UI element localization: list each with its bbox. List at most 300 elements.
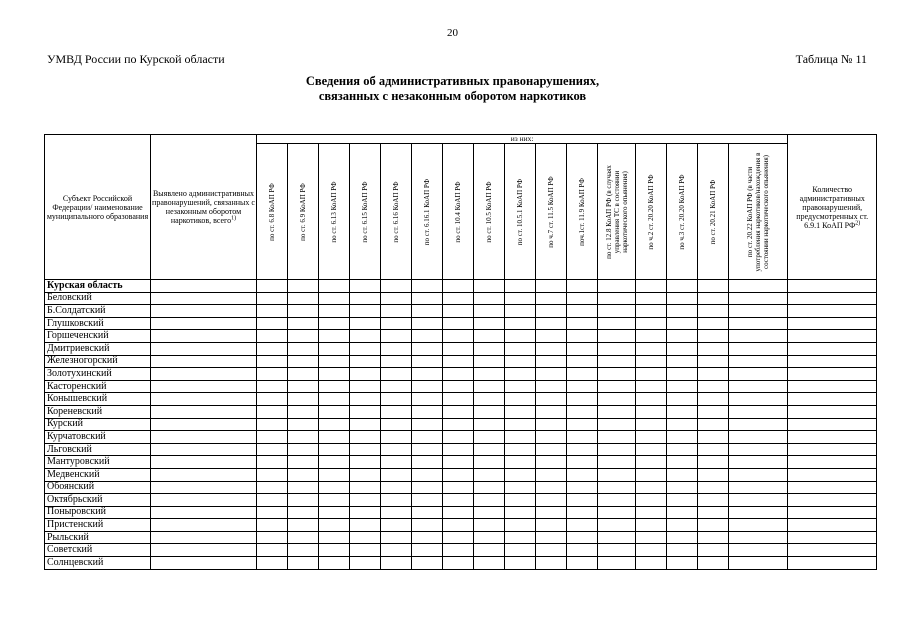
data-cell: [667, 544, 698, 557]
data-cell: [474, 280, 505, 293]
data-cell: [567, 557, 598, 570]
header-article-label: по ст. 6.16.1 КоАП РФ: [423, 178, 431, 245]
data-cell: [788, 330, 877, 343]
data-cell: [412, 355, 443, 368]
data-cell: [567, 544, 598, 557]
data-cell: [505, 368, 536, 381]
data-cell: [350, 393, 381, 406]
data-cell: [505, 506, 536, 519]
data-cell: [636, 380, 667, 393]
data-cell: [788, 355, 877, 368]
data-cell: [474, 468, 505, 481]
data-cell: [443, 418, 474, 431]
data-cell: [319, 405, 350, 418]
table-row: [45, 368, 877, 381]
data-cell: [598, 531, 636, 544]
data-cell: [698, 468, 729, 481]
data-cell: [412, 456, 443, 469]
data-cell: [474, 292, 505, 305]
data-cell: [536, 431, 567, 444]
header-art-6-9-1-text: Количество административных правонарушений, предусмотренных ст. 6.9.1 КоАП РФ: [796, 184, 869, 230]
data-cell: [505, 431, 536, 444]
data-cell: [636, 456, 667, 469]
data-cell: [381, 280, 412, 293]
data-cell: [443, 557, 474, 570]
data-cell: [381, 431, 412, 444]
data-cell: [319, 494, 350, 507]
data-cell: [151, 330, 257, 343]
data-cell: [598, 468, 636, 481]
data-cell: [288, 330, 319, 343]
data-cell: [257, 519, 288, 532]
data-cell: [443, 519, 474, 532]
data-cell: [381, 330, 412, 343]
data-cell: [729, 506, 788, 519]
data-cell: [350, 418, 381, 431]
data-cell: [288, 431, 319, 444]
data-cell: [319, 393, 350, 406]
data-cell: [698, 342, 729, 355]
table-row: [45, 405, 877, 418]
data-cell: [319, 380, 350, 393]
header-article-label: поч.1ст. 11.9 КоАП РФ: [578, 177, 586, 246]
data-cell: [667, 405, 698, 418]
data-cell: [788, 544, 877, 557]
data-cell: [505, 544, 536, 557]
data-cell: [288, 305, 319, 318]
table-row: [45, 531, 877, 544]
data-cell: [257, 431, 288, 444]
region-name: Солнцевский: [45, 557, 151, 570]
data-cell: [505, 468, 536, 481]
data-cell: [729, 280, 788, 293]
data-cell: [257, 342, 288, 355]
data-cell: [474, 506, 505, 519]
data-cell: [474, 481, 505, 494]
data-cell: [443, 317, 474, 330]
region-name: Курская область: [45, 280, 151, 293]
data-cell: [381, 368, 412, 381]
data-cell: [667, 494, 698, 507]
data-cell: [698, 368, 729, 381]
data-cell: [443, 481, 474, 494]
table-row: [45, 280, 877, 293]
data-cell: [788, 292, 877, 305]
data-cell: [505, 380, 536, 393]
data-cell: [788, 305, 877, 318]
data-cell: [474, 305, 505, 318]
header-article-15: [698, 144, 729, 280]
data-cell: [151, 342, 257, 355]
data-cell: [257, 393, 288, 406]
data-cell: [381, 519, 412, 532]
data-cell: [474, 330, 505, 343]
data-cell: [257, 557, 288, 570]
table-row: [45, 431, 877, 444]
data-cell: [729, 317, 788, 330]
data-cell: [350, 368, 381, 381]
data-cell: [729, 355, 788, 368]
table-row: [45, 305, 877, 318]
table-row: [45, 506, 877, 519]
header-detected-text: Выявлено административных правонарушений, связанных с незаконным оборотом наркотиков, всего: [152, 189, 255, 225]
data-cell: [698, 506, 729, 519]
data-cell: [288, 557, 319, 570]
data-cell: [567, 531, 598, 544]
data-cell: [667, 506, 698, 519]
data-cell: [636, 519, 667, 532]
data-cell: [381, 481, 412, 494]
data-cell: [319, 456, 350, 469]
data-cell: [288, 368, 319, 381]
data-cell: [319, 305, 350, 318]
title-line-2: связанных с незаконным оборотом наркотиков: [318, 89, 587, 103]
data-cell: [474, 393, 505, 406]
data-cell: [567, 468, 598, 481]
data-cell: [698, 330, 729, 343]
data-cell: [381, 380, 412, 393]
header-article-label: по ч.7 ст. 11.5 КоАП РФ: [547, 175, 555, 248]
data-cell: [505, 443, 536, 456]
data-cell: [288, 405, 319, 418]
data-cell: [636, 355, 667, 368]
data-cell: [788, 342, 877, 355]
data-cell: [598, 342, 636, 355]
data-cell: [350, 330, 381, 343]
region-name: Льговский: [45, 443, 151, 456]
data-cell: [698, 544, 729, 557]
data-cell: [151, 431, 257, 444]
data-cell: [257, 330, 288, 343]
data-cell: [788, 380, 877, 393]
data-cell: [598, 317, 636, 330]
data-cell: [350, 531, 381, 544]
data-cell: [257, 405, 288, 418]
table-row: [45, 519, 877, 532]
data-cell: [636, 443, 667, 456]
data-cell: [350, 544, 381, 557]
title-line-1: Сведения об административных правонарушениях,: [305, 74, 600, 88]
data-cell: [443, 494, 474, 507]
header-article-12: [598, 144, 636, 280]
data-cell: [412, 405, 443, 418]
data-cell: [474, 519, 505, 532]
data-cell: [788, 418, 877, 431]
data-cell: [729, 305, 788, 318]
data-cell: [667, 280, 698, 293]
data-cell: [151, 405, 257, 418]
data-cell: [729, 380, 788, 393]
data-cell: [443, 292, 474, 305]
organization-name: УМВД России по Курской области: [47, 52, 225, 66]
header-article-1: [257, 144, 288, 280]
data-cell: [667, 431, 698, 444]
data-cell: [536, 481, 567, 494]
data-cell: [505, 317, 536, 330]
region-name: Мантуровский: [45, 456, 151, 469]
table-row: [45, 292, 877, 305]
data-cell: [667, 468, 698, 481]
data-cell: [536, 494, 567, 507]
data-cell: [505, 342, 536, 355]
header-article-2: [288, 144, 319, 280]
data-cell: [257, 468, 288, 481]
data-cell: [505, 393, 536, 406]
data-cell: [412, 531, 443, 544]
data-cell: [443, 368, 474, 381]
data-cell: [536, 292, 567, 305]
data-cell: [412, 519, 443, 532]
data-cell: [729, 418, 788, 431]
data-cell: [698, 317, 729, 330]
data-cell: [698, 305, 729, 318]
data-cell: [729, 393, 788, 406]
data-cell: [536, 468, 567, 481]
data-cell: [257, 456, 288, 469]
data-cell: [667, 292, 698, 305]
table-row: [45, 557, 877, 570]
data-cell: [288, 506, 319, 519]
region-name: Дмитриевский: [45, 342, 151, 355]
data-cell: [151, 355, 257, 368]
data-cell: [350, 431, 381, 444]
data-cell: [412, 305, 443, 318]
data-cell: [788, 494, 877, 507]
data-cell: [381, 405, 412, 418]
data-cell: [381, 531, 412, 544]
data-cell: [536, 355, 567, 368]
data-cell: [536, 557, 567, 570]
data-cell: [151, 443, 257, 456]
data-cell: [474, 418, 505, 431]
data-cell: [536, 544, 567, 557]
data-cell: [412, 443, 443, 456]
data-cell: [288, 418, 319, 431]
data-cell: [257, 280, 288, 293]
data-cell: [319, 431, 350, 444]
data-cell: [412, 292, 443, 305]
data-cell: [288, 355, 319, 368]
data-cell: [567, 481, 598, 494]
data-cell: [474, 557, 505, 570]
data-cell: [536, 280, 567, 293]
data-cell: [350, 557, 381, 570]
data-cell: [151, 481, 257, 494]
data-cell: [443, 544, 474, 557]
data-cell: [412, 368, 443, 381]
data-cell: [257, 368, 288, 381]
data-cell: [636, 393, 667, 406]
data-cell: [319, 330, 350, 343]
data-cell: [319, 519, 350, 532]
data-cell: [698, 481, 729, 494]
data-cell: [288, 456, 319, 469]
data-cell: [567, 368, 598, 381]
data-cell: [350, 456, 381, 469]
header-article-label: по ст. 6.8 КоАП РФ: [268, 182, 276, 241]
data-cell: [536, 317, 567, 330]
table-row: [45, 317, 877, 330]
data-cell: [474, 405, 505, 418]
region-name: Курчатовский: [45, 431, 151, 444]
data-cell: [536, 418, 567, 431]
data-cell: [319, 418, 350, 431]
data-cell: [443, 305, 474, 318]
data-cell: [598, 355, 636, 368]
data-cell: [698, 280, 729, 293]
data-cell: [350, 305, 381, 318]
data-cell: [443, 456, 474, 469]
data-cell: [698, 292, 729, 305]
data-cell: [381, 305, 412, 318]
region-name: Курский: [45, 418, 151, 431]
data-cell: [636, 468, 667, 481]
data-cell: [257, 317, 288, 330]
data-cell: [505, 481, 536, 494]
data-cell: [257, 355, 288, 368]
data-cell: [443, 380, 474, 393]
data-cell: [151, 506, 257, 519]
data-cell: [729, 431, 788, 444]
data-cell: [788, 443, 877, 456]
data-cell: [443, 405, 474, 418]
data-cell: [636, 280, 667, 293]
data-cell: [443, 531, 474, 544]
data-cell: [788, 519, 877, 532]
data-cell: [474, 431, 505, 444]
data-cell: [319, 317, 350, 330]
data-cell: [412, 544, 443, 557]
data-cell: [319, 544, 350, 557]
data-cell: [257, 418, 288, 431]
region-name: Поныровский: [45, 506, 151, 519]
data-cell: [536, 380, 567, 393]
table-row: [45, 418, 877, 431]
data-cell: [667, 342, 698, 355]
header-article-label: по ст. 6.13 КоАП РФ: [330, 180, 338, 243]
data-cell: [443, 330, 474, 343]
data-cell: [567, 506, 598, 519]
data-cell: [729, 368, 788, 381]
data-cell: [151, 380, 257, 393]
data-cell: [788, 506, 877, 519]
data-cell: [288, 317, 319, 330]
data-cell: [505, 305, 536, 318]
data-cell: [319, 481, 350, 494]
data-cell: [257, 544, 288, 557]
data-cell: [636, 557, 667, 570]
data-cell: [667, 443, 698, 456]
data-cell: [288, 342, 319, 355]
data-cell: [412, 468, 443, 481]
data-cell: [567, 431, 598, 444]
data-cell: [788, 557, 877, 570]
data-cell: [474, 368, 505, 381]
data-cell: [151, 368, 257, 381]
region-name: Советский: [45, 544, 151, 557]
data-cell: [598, 280, 636, 293]
data-cell: [412, 280, 443, 293]
data-cell: [788, 368, 877, 381]
data-cell: [729, 342, 788, 355]
data-cell: [151, 544, 257, 557]
footnote-mark-1: 1): [231, 215, 237, 222]
data-cell: [474, 494, 505, 507]
region-name: Медвенский: [45, 468, 151, 481]
data-cell: [567, 280, 598, 293]
data-cell: [319, 342, 350, 355]
table-row: [45, 544, 877, 557]
data-cell: [151, 393, 257, 406]
region-name: Беловский: [45, 292, 151, 305]
data-cell: [505, 557, 536, 570]
data-cell: [474, 544, 505, 557]
header-of-them: из них:: [257, 135, 788, 144]
region-name: Железногорский: [45, 355, 151, 368]
data-cell: [443, 342, 474, 355]
data-cell: [505, 292, 536, 305]
data-cell: [474, 380, 505, 393]
data-cell: [598, 519, 636, 532]
data-cell: [567, 494, 598, 507]
data-cell: [698, 355, 729, 368]
region-name: Рыльский: [45, 531, 151, 544]
data-cell: [257, 305, 288, 318]
data-cell: [729, 468, 788, 481]
header-article-label: по ст. 10.5 КоАП РФ: [485, 180, 493, 243]
data-cell: [381, 494, 412, 507]
header-article-16: [729, 144, 788, 280]
data-cell: [505, 405, 536, 418]
data-cell: [412, 393, 443, 406]
data-cell: [698, 405, 729, 418]
data-cell: [567, 418, 598, 431]
data-cell: [443, 468, 474, 481]
data-cell: [536, 456, 567, 469]
region-name: Конышевский: [45, 393, 151, 406]
data-cell: [598, 393, 636, 406]
data-cell: [667, 305, 698, 318]
data-cell: [474, 355, 505, 368]
data-cell: [536, 443, 567, 456]
data-cell: [567, 342, 598, 355]
data-cell: [257, 292, 288, 305]
document-title: [0, 74, 905, 104]
data-cell: [288, 468, 319, 481]
data-cell: [667, 456, 698, 469]
data-cell: [151, 280, 257, 293]
data-cell: [350, 481, 381, 494]
data-cell: [350, 292, 381, 305]
data-cell: [636, 418, 667, 431]
data-cell: [788, 280, 877, 293]
data-cell: [636, 305, 667, 318]
data-cell: [729, 443, 788, 456]
header-article-label: по ст. 10.5.1 КоАП РФ: [516, 178, 524, 245]
data-cell: [474, 317, 505, 330]
data-cell: [729, 519, 788, 532]
data-cell: [412, 481, 443, 494]
header-article-label: по ст. 6.9 КоАП РФ: [299, 182, 307, 241]
data-cell: [288, 519, 319, 532]
data-cell: [288, 481, 319, 494]
data-cell: [598, 481, 636, 494]
data-cell: [598, 431, 636, 444]
data-cell: [257, 494, 288, 507]
table-row: [45, 468, 877, 481]
data-cell: [788, 431, 877, 444]
data-cell: [567, 380, 598, 393]
